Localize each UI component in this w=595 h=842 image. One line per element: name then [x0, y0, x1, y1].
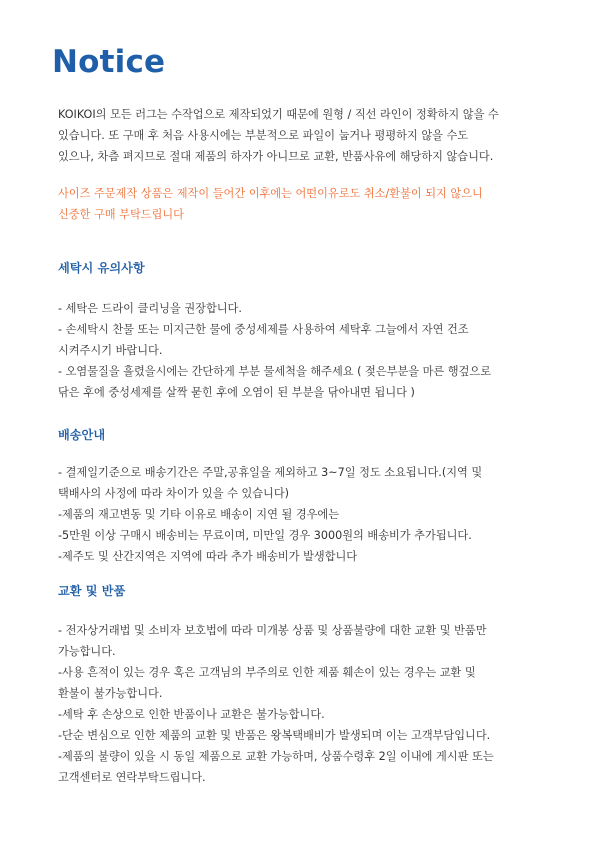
shipping-line: -5만원 이상 구매시 배송비는 무료이며, 미만일 경우 3000원의 배송비가 추가됩니다. [58, 529, 472, 542]
exchange-line: 가능합니다. [58, 645, 116, 658]
shipping-line: -제품의 재고변동 및 기타 이유로 배송이 지연 될 경우에는 [58, 508, 340, 521]
exchange-line: -단순 변심으로 인한 제품의 교환 및 반품은 왕복택배비가 발생되며 이는 고객부담입니다. [58, 729, 491, 742]
shipping-heading: 배송안내 [58, 428, 106, 442]
intro-paragraph [58, 104, 558, 167]
page-title: Notice [52, 44, 166, 80]
intro-line: 있으나, 차츰 펴지므로 절대 제품의 하자가 아니므로 교환, 반품사유에 해당하지 않습니다. [58, 150, 494, 163]
intro-line: 있습니다. 또 구매 후 처음 사용시에는 부분적으로 파일이 눕거나 평평하지 않을 수도 [58, 129, 469, 142]
washing-heading: 세탁시 유의사항 [58, 261, 145, 275]
exchange-section [58, 620, 558, 788]
washing-line: - 세탁은 드라이 클리닝을 권장합니다. [58, 302, 242, 315]
shipping-line: - 결제일기준으로 배송기간은 주말,공휴일을 제외하고 3~7일 정도 소요됩니다.(지역 및 [58, 466, 483, 479]
washing-line: - 손세탁시 찬물 또는 미지근한 물에 중성세제를 사용하여 세탁후 그늘에서 자연 건조 [58, 323, 469, 336]
exchange-line: 고객센터로 연락부탁드립니다. [58, 771, 206, 784]
shipping-line: 택배사의 사정에 따라 차이가 있을 수 있습니다) [58, 487, 290, 500]
exchange-line: -제품의 불량이 있을 시 동일 제품으로 교환 가능하며, 상품수령후 2일 이내에 게시판 또는 [58, 750, 494, 763]
washing-section [58, 298, 558, 403]
warning-line: 신중한 구매 부탁드립니다 [58, 208, 184, 221]
intro-line: KOIKOI의 모든 러그는 수작업으로 제작되었기 때문에 원형 / 직선 라인이 정확하지 않을 수 [58, 108, 499, 121]
exchange-line: - 전자상거래법 및 소비자 보호법에 따라 미개봉 상품 및 상품불량에 대한 교환 및 반품만 [58, 624, 487, 637]
washing-line: - 오염물질을 흘렸을시에는 간단하게 부분 물세척을 해주세요 ( 젖은부분을 마른 행겊으로 [58, 365, 492, 378]
washing-line: 닦은 후에 중성세제를 살짝 묻힌 후에 오염이 된 부분을 닦아내면 됩니다 ) [58, 386, 415, 399]
shipping-line: -제주도 및 산간지역은 지역에 따라 추가 배송비가 발생합니다 [58, 550, 358, 563]
exchange-line: 환불이 불가능합니다. [58, 687, 163, 700]
exchange-line: -세탁 후 손상으로 인한 반품이나 교환은 불가능합니다. [58, 708, 325, 721]
shipping-section [58, 462, 558, 567]
exchange-heading: 교환 및 반품 [58, 584, 126, 598]
exchange-line: -사용 흔적이 있는 경우 혹은 고객님의 부주의로 인한 제품 훼손이 있는 경우는 교환 및 [58, 666, 476, 679]
warning-line: 사이즈 주문제작 상품은 제작이 들어간 이후에는 어떤이유로도 취소/환불이 되지 않으니 [58, 187, 483, 200]
washing-line: 시켜주시기 바랍니다. [58, 344, 163, 357]
custom-order-warning [58, 183, 558, 225]
